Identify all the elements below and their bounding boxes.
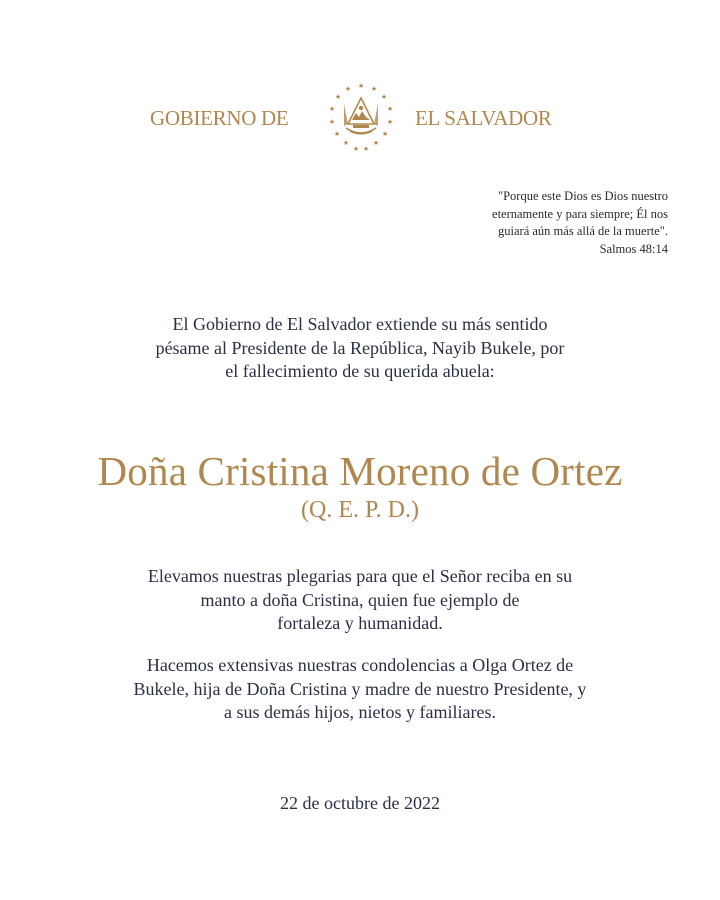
epigraph-citation: Salmos 48:14 bbox=[599, 241, 668, 256]
condolences-line: Hacemos extensivas nuestras condolencias a Olga Ortez de bbox=[146, 655, 574, 675]
org-name-left: GOBIERNO DE bbox=[150, 106, 289, 130]
prayer-line: fortaleza y humanidad. bbox=[277, 613, 443, 633]
svg-text:★: ★ bbox=[362, 145, 370, 153]
svg-text:★: ★ bbox=[333, 130, 341, 138]
svg-text:★: ★ bbox=[352, 145, 360, 153]
svg-text:★: ★ bbox=[328, 105, 336, 113]
epigraph-line: "Porque este Dios es Dios nuestro bbox=[497, 189, 668, 203]
svg-text:★: ★ bbox=[342, 139, 350, 147]
rest-in-peace-suffix: (Q. E. P. D.) bbox=[301, 497, 419, 523]
prayer-line: manto a doña Cristina, quien fue ejemplo de bbox=[200, 589, 520, 610]
prayer-line: Elevamos nuestras plegarias para que el Señor reciba en su bbox=[147, 566, 573, 586]
intro-line: el fallecimiento de su querida abuela: bbox=[225, 361, 495, 381]
epigraph-line: eternamente y para siempre; Él nos bbox=[492, 206, 668, 221]
svg-text:★: ★ bbox=[328, 118, 336, 126]
svg-text:★: ★ bbox=[386, 118, 394, 126]
prayer-paragraph bbox=[60, 565, 660, 636]
condolences-line: Bukele, hija de Doña Cristina y madre de nuestro Presidente, y bbox=[133, 678, 587, 699]
svg-text:★: ★ bbox=[344, 85, 352, 93]
intro-line: pésame al Presidente de la República, Nayib Bukele, por bbox=[155, 337, 565, 358]
header bbox=[0, 80, 720, 160]
condolences-line: a sus demás hijos, nietos y familiares. bbox=[224, 702, 496, 722]
epigraph-quote bbox=[428, 188, 668, 258]
svg-text:★: ★ bbox=[380, 93, 388, 101]
svg-text:★: ★ bbox=[381, 130, 389, 138]
svg-text:★: ★ bbox=[370, 85, 378, 93]
intro-line: El Gobierno de El Salvador extiende su más sentido bbox=[172, 314, 548, 334]
issue-date: 22 de octubre de 2022 bbox=[280, 793, 440, 813]
condolences-paragraph bbox=[60, 654, 660, 725]
deceased-name: Doña Cristina Moreno de Ortez bbox=[97, 448, 623, 494]
svg-text:★: ★ bbox=[386, 105, 394, 113]
intro-paragraph bbox=[60, 313, 660, 384]
svg-text:★: ★ bbox=[357, 82, 365, 90]
svg-text:★: ★ bbox=[372, 139, 380, 147]
coat-of-arms-icon bbox=[322, 80, 400, 158]
svg-text:★: ★ bbox=[334, 93, 342, 101]
epigraph-line: guiará aún más allá de la muerte". bbox=[498, 224, 668, 238]
org-name-right: EL SALVADOR bbox=[415, 106, 552, 130]
